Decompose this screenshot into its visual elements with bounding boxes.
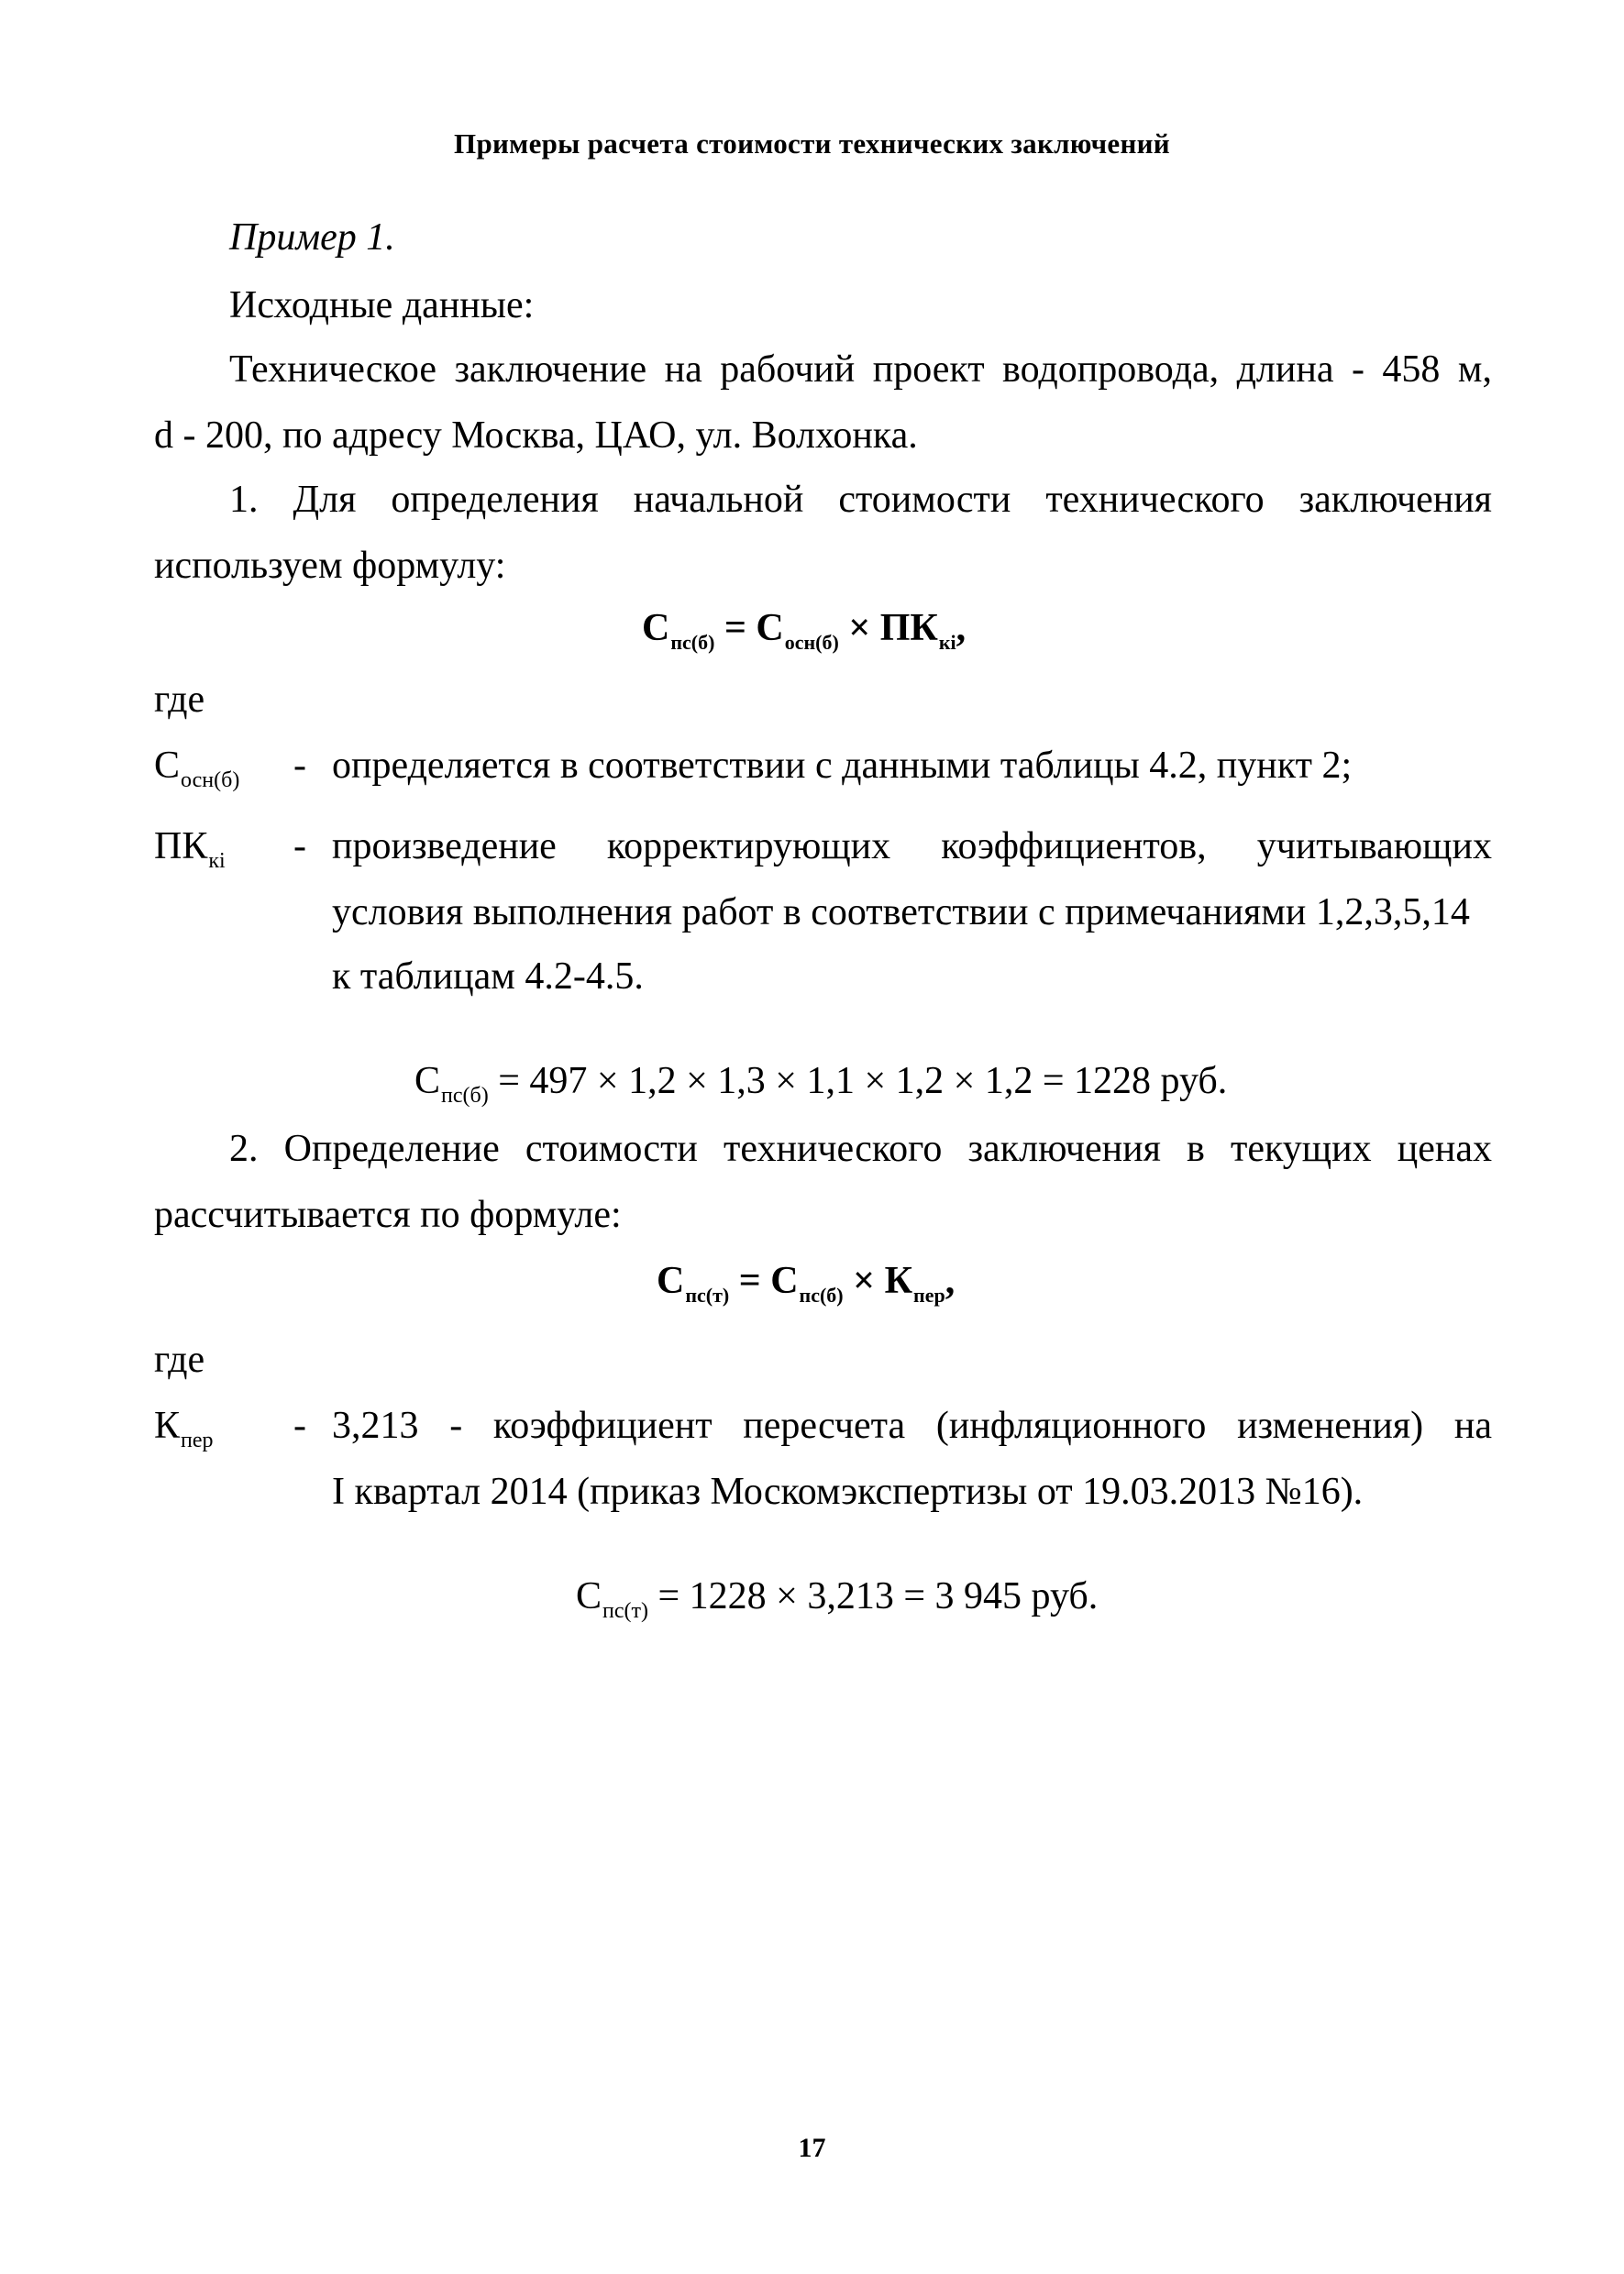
- formula-base-lhs: С: [642, 607, 670, 649]
- where-label-2: где: [154, 1339, 205, 1381]
- definition-text-coefficient-product-line-2: условия выполнения работ в соответствии с примечаниями 1,2,3,5,14: [332, 891, 1470, 933]
- formula-current-rhs1-sub: пс(б): [799, 1284, 844, 1307]
- page-title: Примеры расчета стоимости технических заключений: [454, 127, 1170, 160]
- example-heading: Пример 1.: [229, 216, 395, 259]
- step1-line-1: 1. Для определения начальной стоимости технического заключения: [229, 479, 1492, 521]
- formula-current-tail: ,: [945, 1260, 956, 1302]
- formula-tail: ,: [956, 607, 967, 649]
- formula-current-lhs-sub: пс(т): [685, 1284, 730, 1307]
- definition-dash-coefficient-product: -: [293, 825, 306, 867]
- base-cost-calculation: $С_{пс(б)} = 497 \times 1,2 \times 1,3 \times 1,1 \times 1,2 \times 1,2 = 1228$ руб.: [414, 1060, 1228, 1108]
- definition-text-recalculation-line-1: 3,213 - коэффициент пересчета (инфляционного изменения) на: [332, 1405, 1492, 1447]
- definition-dash-recalculation: -: [293, 1405, 306, 1447]
- where-label-1: где: [154, 679, 205, 721]
- current-cost-formula: [657, 1260, 956, 1307]
- definition-text-recalculation-line-2: I квартал 2014 (приказ Москомэкспертизы от 19.03.2013 №16).: [332, 1471, 1364, 1513]
- formula-base-rhs1: С: [756, 607, 784, 649]
- step2-line-2: рассчитывается по формуле:: [154, 1194, 622, 1236]
- initial-data-label: Исходные данные:: [229, 284, 535, 326]
- page-number: 17: [798, 2133, 826, 2163]
- definition-dash-base: -: [293, 745, 306, 787]
- formula-base-rhs2: ПК: [879, 607, 938, 649]
- formula-current-lhs: С: [657, 1260, 685, 1302]
- formula-current-rhs2: К: [884, 1260, 913, 1302]
- formula-current-multiply: ×: [853, 1260, 876, 1302]
- formula-current-equals: =: [738, 1260, 761, 1302]
- definition-text-coefficient-product-line-3: к таблицам 4.2-4.5.: [332, 955, 644, 998]
- definition-symbol-base: $С_{осн(б)}$: [154, 745, 240, 792]
- current-cost-calculation: $С_{пс(т)} = 1228 \times 3,213 = 3$ 945 руб.: [576, 1575, 1099, 1623]
- step1-line-2: используем формулу:: [154, 545, 506, 587]
- definition-symbol-coefficient-product: $ПК_{кі}$: [154, 825, 226, 873]
- definition-text-coefficient-product-line-1: произведение корректирующих коэффициентов, учитывающих: [332, 825, 1492, 867]
- formula-base-rhs1-sub: осн(б): [784, 631, 839, 654]
- definition-symbol-recalculation: $К_{пер}$: [154, 1405, 214, 1452]
- formula-base-rhs2-sub: кі: [938, 631, 956, 654]
- step2-line-1: 2. Определение стоимости технического заключения в текущих ценах: [229, 1128, 1492, 1170]
- formula-base-lhs-sub: пс(б): [670, 631, 715, 654]
- description-line-1: Техническое заключение на рабочий проект водопровода, длина - 458 м,: [229, 348, 1492, 391]
- formula-current-rhs1: С: [770, 1260, 799, 1302]
- base-cost-formula: [642, 607, 967, 654]
- description-line-2: d - 200, по адресу Москва, ЦАО, ул. Волхонка.: [154, 414, 918, 457]
- formula-equals: =: [724, 607, 746, 649]
- formula-current-rhs2-sub: пер: [913, 1284, 945, 1307]
- formula-multiply: ×: [848, 607, 871, 649]
- definition-text-base: определяется в соответствии с данными таблицы 4.2, пункт 2;: [332, 745, 1353, 787]
